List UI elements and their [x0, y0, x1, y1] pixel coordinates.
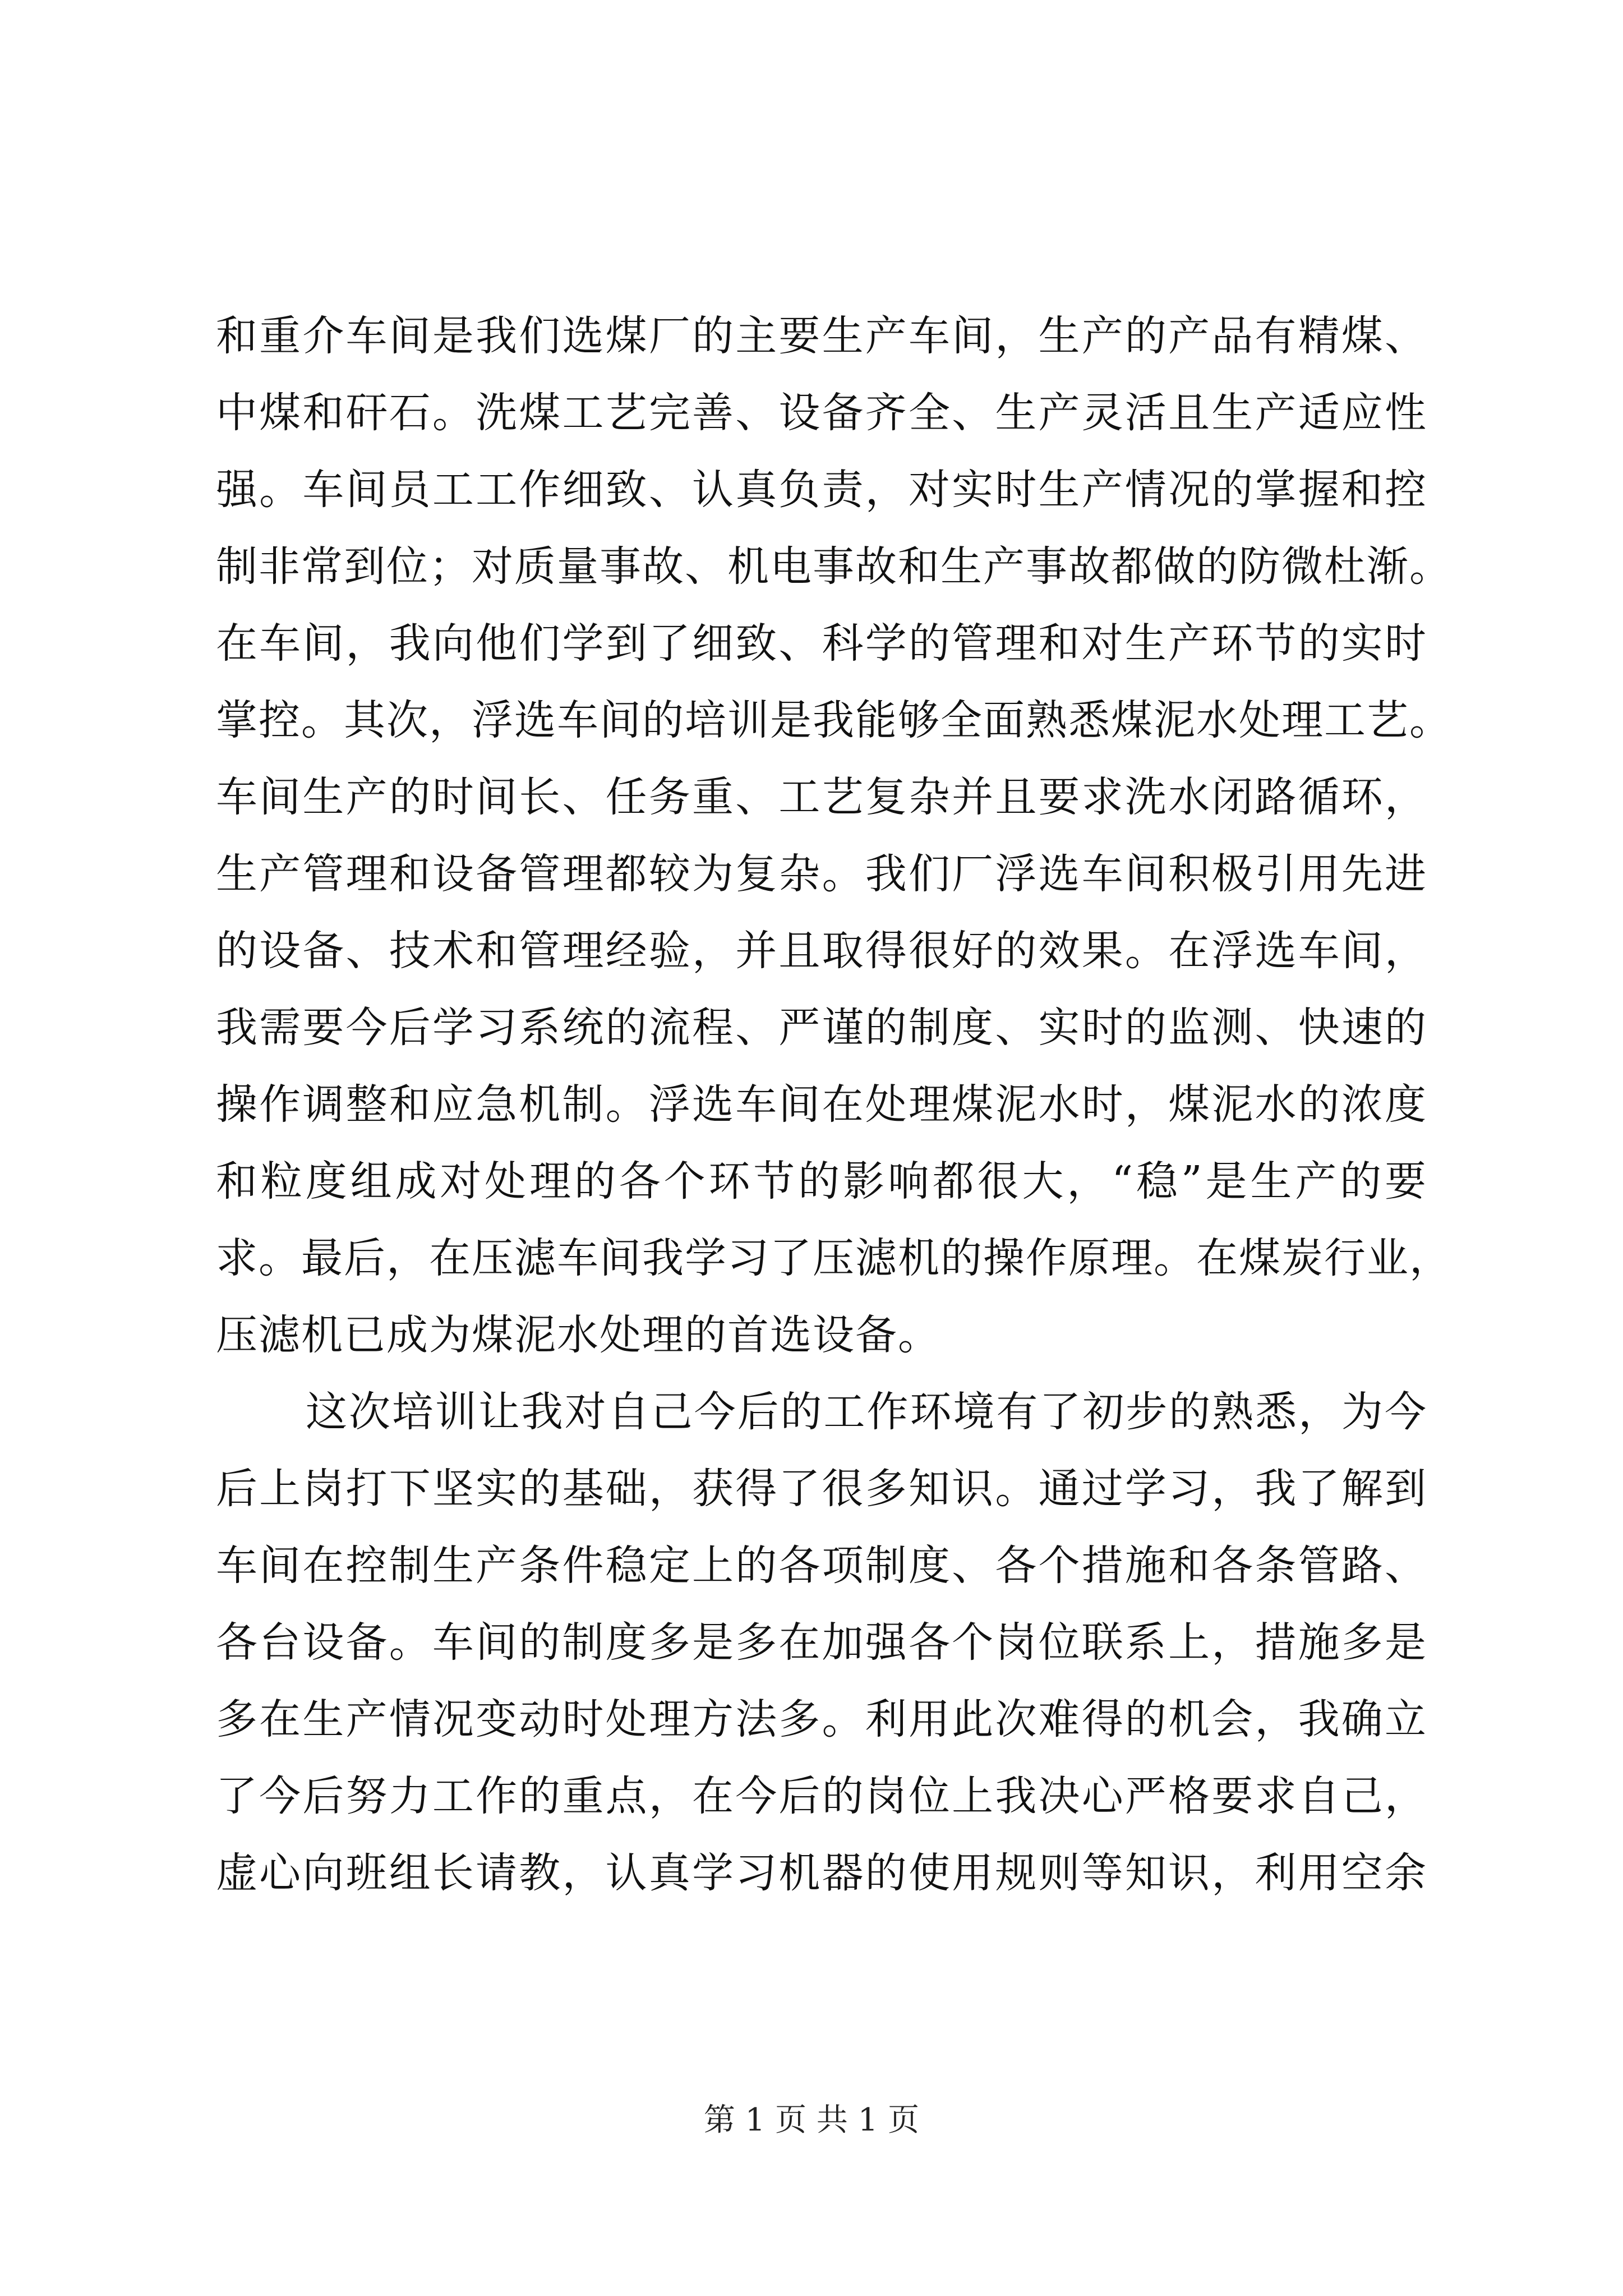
text-line: 我需要今后学习系统的流程、严谨的制度、实时的监测、快速的	[216, 1004, 1427, 1052]
text-line: 压滤机已成为煤泥水处理的首选设备。	[216, 1311, 940, 1359]
text-line: 在车间，我向他们学到了细致、科学的管理和对生产环节的实时	[216, 619, 1427, 668]
text-line: 掌控。其次，浮选车间的培训是我能够全面熟悉煤泥水处理工艺。	[216, 696, 1452, 744]
text-line: 车间在控制生产条件稳定上的各项制度、各个措施和各条管路、	[216, 1542, 1427, 1590]
text-line: 制非常到位；对质量事故、机电事故和生产事故都做的防微杜渐。	[216, 542, 1452, 591]
text-line: 和重介车间是我们选煤厂的主要生产车间，生产的产品有精煤、	[216, 312, 1427, 360]
text-line: 操作调整和应急机制。浮选车间在处理煤泥水时，煤泥水的浓度	[216, 1080, 1427, 1129]
text-line: 虚心向班组长请教，认真学习机器的使用规则等知识，利用空余	[216, 1849, 1427, 1897]
text-line: 这次培训让我对自己今后的工作环境有了初步的熟悉，为今	[306, 1388, 1427, 1436]
text-line: 后上岗打下坚实的基础，获得了很多知识。通过学习，我了解到	[216, 1465, 1427, 1513]
text-line: 车间生产的时间长、任务重、工艺复杂并且要求洗水闭路循环，	[216, 773, 1427, 821]
text-line: 强。车间员工工作细致、认真负责，对实时生产情况的掌握和控	[216, 466, 1427, 514]
text-line: 了今后努力工作的重点，在今后的岗位上我决心严格要求自己，	[216, 1772, 1427, 1820]
text-line: 中煤和矸石。洗煤工艺完善、设备齐全、生产灵活且生产适应性	[216, 389, 1427, 437]
text-line: 各台设备。车间的制度多是多在加强各个岗位联系上，措施多是	[216, 1618, 1427, 1667]
text-line: 求。最后，在压滤车间我学习了压滤机的操作原理。在煤炭行业，	[216, 1234, 1452, 1282]
text-line: 和粒度组成对处理的各个环节的影响都很大，“稳”是生产的要	[216, 1157, 1427, 1205]
text-line: 生产管理和设备管理都较为复杂。我们厂浮选车间积极引用先进	[216, 850, 1427, 898]
page-footer: 第 1 页 共 1 页	[703, 2102, 920, 2138]
text-line: 多在生产情况变动时处理方法多。利用此次难得的机会，我确立	[216, 1695, 1427, 1743]
text-line: 的设备、技术和管理经验，并且取得很好的效果。在浮选车间，	[216, 927, 1427, 975]
